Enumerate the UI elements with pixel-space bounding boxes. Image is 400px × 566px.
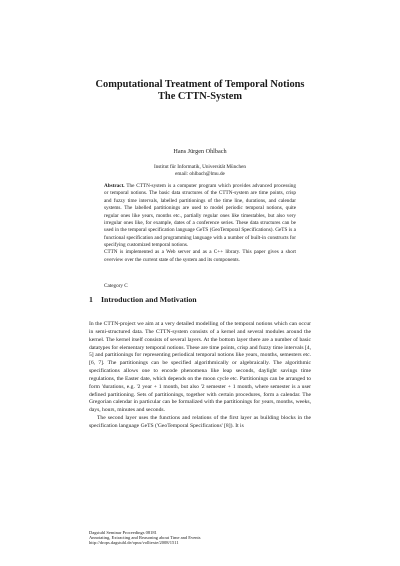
footer-seminar: Annotating, Extracting and Reasoning about Time and Events — [89, 535, 201, 541]
title-line-1: Computational Treatment of Temporal Notions — [95, 79, 305, 90]
footer — [89, 530, 201, 546]
author-name: Hans Jürgen Ohlbach — [173, 148, 227, 155]
section-number: 1 — [89, 295, 93, 304]
abstract-label: Abstract. — [104, 183, 125, 189]
abstract-text-2: CTTN is implemented as a Web server and as a C++ library. This paper gives a short overview over the current state of the system and its components. — [104, 249, 296, 263]
paper-title — [40, 79, 360, 103]
abstract-text: The CTTN-system is a computer program which provides advanced processing or temporal notions. The basic data structures of the CTTN-system are time points, crisp and fuzzy time intervals, labelled partitionings of the time line, durations, and calendar systems. The labelled partitionings are used to model periodic temporal notions, quite regular ones like years, months etc., partially regular ones like timestables, but also very irregular ones like, for example, dates of a conference series. These data structures can be used in the temporal specification language GeTS (GeoTemporal Specifications). GeTS is a functional specification and programming language with a number of built-in constructs for specifying customized temporal notions. — [104, 183, 296, 248]
paragraph-1: In the CTTN-project we aim at a very detailed modelling of the temporal notions which can occur in semi-structured data. The CTTN-system consists of a kernel and several modules around the kernel. The kernel itself consists of several layers. At the bottom layer there are a number of basic datatypes for elementary temporal notions. These are time points, crisp and fuzzy time intervals [4, 5] and partitionings for representing periodical temporal notions like years, months, semesters etc. [6, 7]. The partitionings can be specified algorithmically or algebraically. The algorithmic specifications allows one to encode phenomena like leap seconds, daylight savings time regulations, the Easter date, which depends on the moon cycle etc. Partitionings can be arranged to form 'durations, e.g. '2 year + 1 month, but also '2 semester + 1 month, where semester is a user defined partitioning. Sets of partitionings, together with certain procedures, form a calendar. The Gregorian calendar in particular can be formalized with the partitionings for years, months, weeks, days, hours, minutes and seconds. — [89, 321, 311, 414]
body-text — [89, 321, 311, 431]
abstract — [104, 183, 296, 264]
section-title: Introduction and Motivation — [101, 295, 197, 304]
paragraph-2: The second layer uses the functions and relations of the first layer as building blocks in the specification language GeTS ('GeoTemporal Specifications' [8]). It is — [89, 415, 311, 429]
category: Category C — [104, 283, 128, 289]
title-line-2: The CTTN-System — [158, 91, 242, 102]
affiliation: Institut für Informatik, Universität München — [153, 164, 247, 170]
section-heading — [89, 295, 197, 304]
email: email: ohlbach@lmu.de — [175, 170, 225, 177]
footer-url: http://drops.dagstuhl.de/opus/volltexte/2008/1511 — [89, 540, 179, 546]
footer-proceedings: Dagstuhl Seminar Proceedings 08181 — [89, 530, 157, 535]
affiliation-block — [40, 164, 360, 177]
